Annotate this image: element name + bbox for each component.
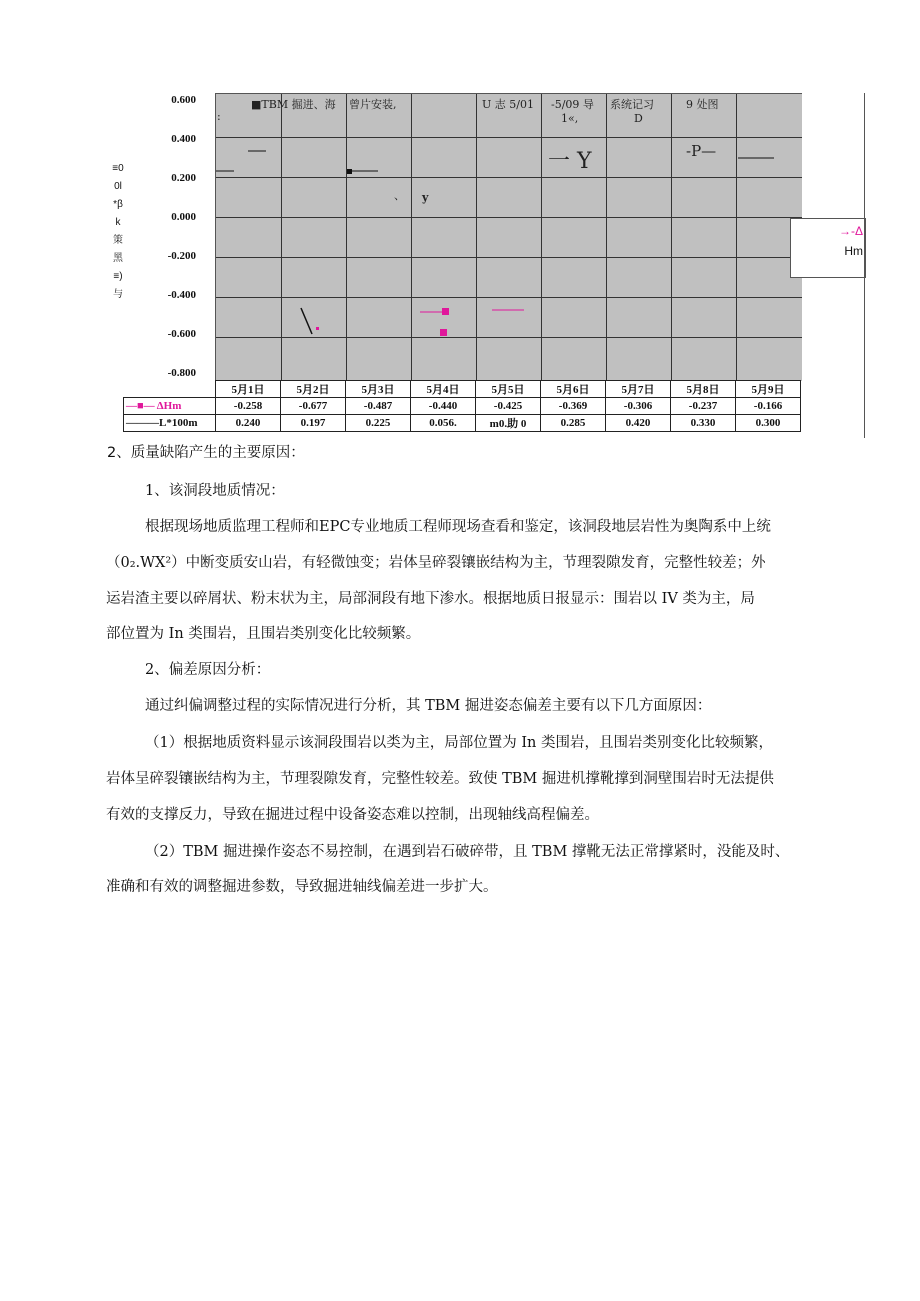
series-row-l xyxy=(124,415,801,432)
data-label: -0.166 xyxy=(736,398,801,415)
paragraph-line: （1）根据地质资料显示该洞段围岩以类为主，局部位置为 In 类围岩，且围岩类别变化比较频繁， xyxy=(145,735,774,751)
y-tick: 0.400 xyxy=(171,133,196,145)
overlay-text: 曾片安装, xyxy=(349,98,397,111)
data-table xyxy=(123,380,801,432)
category-label: 5月2日 xyxy=(281,381,346,398)
category-label: 5月5日 xyxy=(476,381,541,398)
sub-heading: 2、偏差原因分析： xyxy=(145,662,271,678)
overlay-text: 1«, xyxy=(561,112,579,125)
overlay-text: 一 Y xyxy=(548,149,592,174)
data-label: -0.369 xyxy=(541,398,606,415)
y-label-char: 策 xyxy=(113,235,123,246)
paragraph-line: （2）TBM 掘进操作姿态不易控制，在遇到岩石破碎带，且 TBM 撑靴无法正常撑紧时，没能及时、 xyxy=(145,844,790,860)
y-label-char: ≡) xyxy=(113,271,123,282)
paragraph-line: 准确和有效的调整掘进参数，导致掘进轴线偏差进一步扩大。 xyxy=(106,879,498,895)
data-label: 0.420 xyxy=(606,415,671,432)
y-label-char: k xyxy=(115,217,121,228)
data-label: -0.258 xyxy=(216,398,281,415)
data-label: -0.487 xyxy=(346,398,411,415)
dhm-mark xyxy=(316,327,319,330)
data-label: 0.330 xyxy=(671,415,736,432)
data-label: 0.300 xyxy=(736,415,801,432)
paragraph-line: 运岩渣主要以碎屑状、粉末状为主，局部洞段有地下渗水。根据地质日报显示：围岩以 IV 类为主，局 xyxy=(106,591,755,607)
overlay-text: : xyxy=(217,110,221,123)
y-label-char: ≡0 xyxy=(112,163,124,174)
data-label: -0.440 xyxy=(411,398,476,415)
data-label: -0.677 xyxy=(281,398,346,415)
y-tick: 0.200 xyxy=(171,172,196,184)
data-label: 0.197 xyxy=(281,415,346,432)
square-mark xyxy=(347,169,352,174)
overlay-text: -P— xyxy=(686,142,717,160)
overlay-text: y xyxy=(422,191,429,204)
category-label: 5月8日 xyxy=(671,381,736,398)
legend-line1: →-Δ xyxy=(838,224,863,238)
legend-line2: Hm xyxy=(844,244,863,258)
y-tick: -0.400 xyxy=(167,289,196,301)
data-label: 0.225 xyxy=(346,415,411,432)
sub-heading: 1、该洞段地质情况： xyxy=(145,483,285,499)
y-label-char: *β xyxy=(113,199,123,210)
data-label: 0.285 xyxy=(541,415,606,432)
paragraph-line: （0₂.WX²）中断变质安山岩，有轻微蚀变；岩体呈碎裂镶嵌结构为主，节理裂隙发育，完整性较差；外 xyxy=(106,555,766,571)
paragraph-line: 有效的支撑反力，导致在掘进过程中设备姿态难以控制，出现轴线高程偏差。 xyxy=(106,807,599,823)
slash-mark xyxy=(301,308,312,334)
overlay-text: ■TBM 掘进、海 xyxy=(251,98,336,111)
y-label-char: 0l xyxy=(114,181,122,192)
category-row xyxy=(124,381,801,398)
overlay-text: 9 处图 xyxy=(686,98,719,111)
series-layer xyxy=(216,94,802,381)
data-label: m0.助 0 xyxy=(476,415,541,432)
overlay-text: D xyxy=(634,112,643,125)
category-label: 5月9日 xyxy=(736,381,801,398)
dhm-mark xyxy=(442,308,449,315)
y-tick: -0.600 xyxy=(167,328,196,340)
y-tick: 0.600 xyxy=(171,94,196,106)
paragraph-line: 根据现场地质监理工程师和EPC专业地质工程师现场查看和鉴定，该洞段地层岩性为奥陶系中上统 xyxy=(145,519,771,535)
series-legend: —■— ΔHm xyxy=(124,398,216,415)
category-label: 5月7日 xyxy=(606,381,671,398)
legend xyxy=(790,218,866,278)
y-tick: 0.000 xyxy=(171,211,196,223)
overlay-text: 系统记习 xyxy=(610,98,654,111)
y-axis-label xyxy=(110,163,126,301)
data-label: -0.306 xyxy=(606,398,671,415)
category-label: 5月6日 xyxy=(541,381,606,398)
category-label: 5月1日 xyxy=(216,381,281,398)
data-label: 0.240 xyxy=(216,415,281,432)
y-label-char: 黑 xyxy=(113,253,123,264)
paragraph-line: 通过纠偏调整过程的实际情况进行分析，其 TBM 掘进姿态偏差主要有以下几方面原因： xyxy=(145,698,712,714)
plot-area xyxy=(215,93,802,381)
data-label: -0.237 xyxy=(671,398,736,415)
series-legend: ———L*100m xyxy=(124,415,216,432)
overlay-text: -5/09 导 xyxy=(551,98,594,111)
paragraph-line: 部位置为 In 类围岩，且围岩类别变化比较频繁。 xyxy=(106,626,421,642)
series-row-dhm xyxy=(124,398,801,415)
section-heading: 2、质量缺陷产生的主要原因： xyxy=(107,445,305,461)
paragraph-line: 岩体呈碎裂镶嵌结构为主，节理裂隙发育，完整性较差。致使 TBM 掘进机撑靴撑到洞壁围岩时无法提供 xyxy=(106,771,774,787)
overlay-text: U 志 5/01 xyxy=(482,98,534,111)
data-label: -0.425 xyxy=(476,398,541,415)
y-label-char: 与 xyxy=(113,289,123,300)
data-label: 0.056. xyxy=(411,415,476,432)
category-label: 5月4日 xyxy=(411,381,476,398)
y-tick: -0.800 xyxy=(167,367,196,379)
dhm-mark xyxy=(440,329,447,336)
category-label: 5月3日 xyxy=(346,381,411,398)
y-tick: -0.200 xyxy=(167,250,196,262)
overlay-text: 、 xyxy=(394,189,405,202)
